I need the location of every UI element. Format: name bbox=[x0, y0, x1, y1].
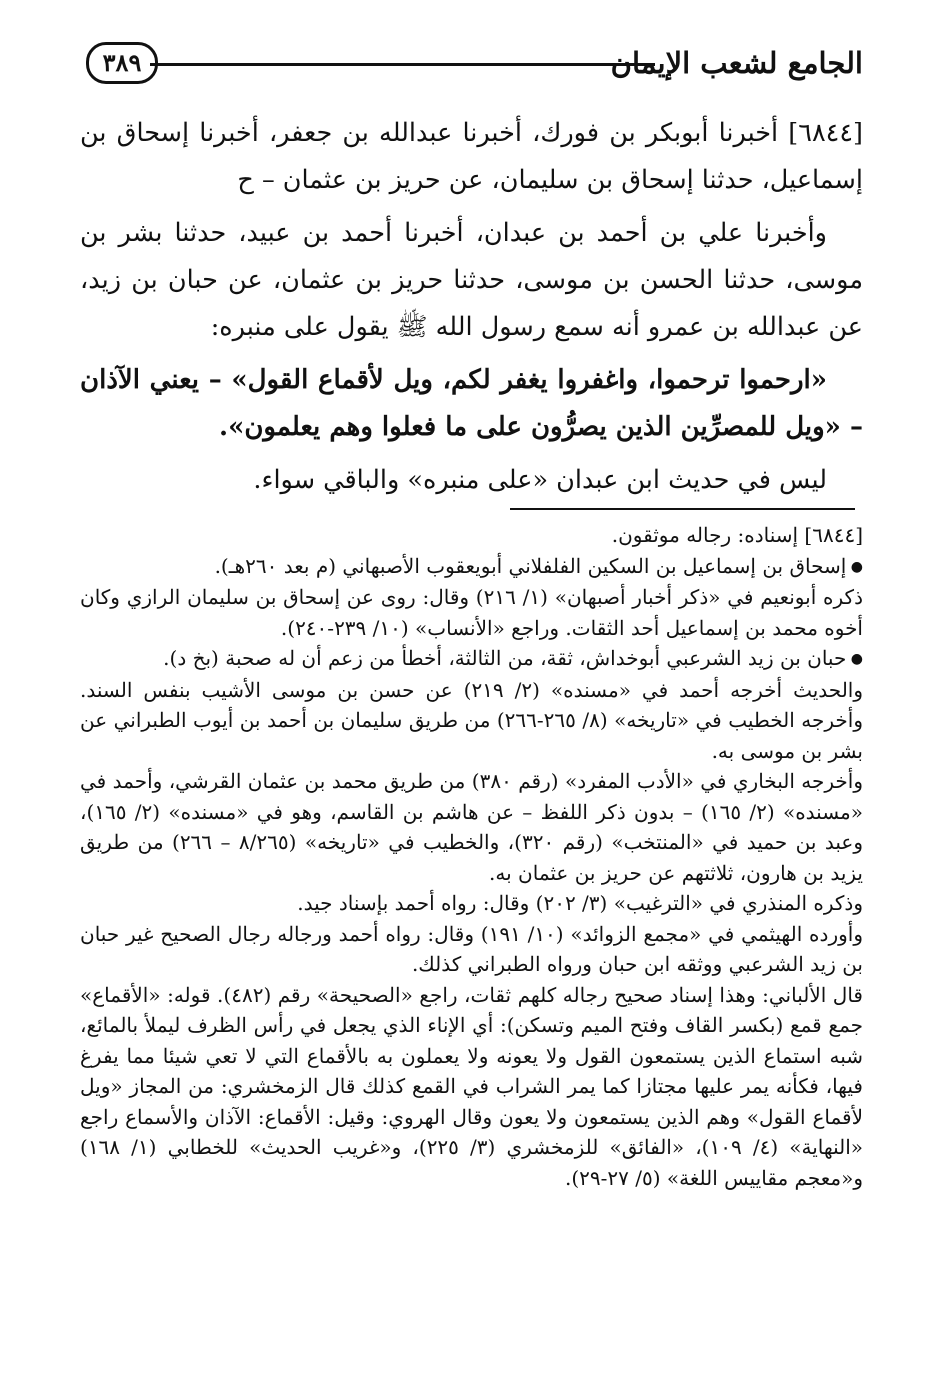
footnote-paragraph: وذكره المنذري في «الترغيب» (٣/ ٢٠٢) وقال: رواه أحمد بإسناد جيد. bbox=[297, 891, 863, 915]
footnote-paragraph: وأخرجه البخاري في «الأدب المفرد» (رقم ٣٨٠) من طريق محمد بن عثمان القرشي، وأحمد في «مسنده» (٢/ ١٦٥) – بدون ذكر اللفظ – عن هاشم بن القاسم، وهو في «مسنده» (٢/ ١٦٥)، وعبد بن حميد في «المنتخب» (رقم ٣٢٠)، والخطيب في «تاريخه» (٨/٢٦٥ – ٢٦٦) من طريق يزيد بن هارون، ثلاثتهم عن حريز بن عثمان به. bbox=[80, 769, 864, 885]
footnote-bullet: ● إسحاق بن إسماعيل بن السكين الفلفلاني أبويعقوب الأصبهاني (م بعد ٢٦٠هـ). bbox=[80, 551, 863, 583]
footnote-paragraph: [٦٨٤٤] إسناده: رجاله موثقون. bbox=[611, 523, 863, 547]
footnote-divider bbox=[510, 508, 855, 510]
footnote-paragraph: والحديث أخرجه أحمد في «مسنده» (٢/ ٢١٩) عن حسن بن موسى الأشيب بنفس السند. وأخرجه الخطيب في «تاريخه» (٨/ ٢٦٥-٢٦٦) من طريق سليمان بن أحمد بن أيوب الطبراني عن بشر بن موسى به. bbox=[80, 677, 863, 763]
page-number: ٣٨٩ bbox=[86, 42, 158, 84]
hadith-remark: ليس في حديث ابن عبدان «على منبره» والباقي سواء. bbox=[253, 465, 827, 495]
hadith-chain-2: وأخبرنا علي بن أحمد بن عبدان، أخبرنا أحمد بن عبيد، حدثنا بشر بن موسى، حدثنا الحسن بن موسى، حدثنا حريز بن عثمان، عن حبان بن زيد، عن عبدالله بن عمرو أنه سمع رسول الله ﷺ يقول على منبره: bbox=[80, 218, 863, 342]
footnote-paragraph: وأورده الهيثمي في «مجمع الزوائد» (١٠/ ١٩١) وقال: رواه أحمد ورجاله رجال الصحيح غير حبان بن زيد الشرعبي ووثقه ابن حبان ورواه الطبراني كذلك. bbox=[80, 921, 863, 976]
footnotes bbox=[80, 520, 863, 1193]
footnote-paragraph: ذكره أبونعيم في «ذكر أخبار أصبهان» (١/ ٢١٦) وقال: روى عن إسحاق بن سليمان الرازي وكان أخوه محمد بن إسماعيل أحد الثقات. وراجع «الأنساب» (١٠/ ٢٣٩-٢٤٠). bbox=[80, 585, 863, 640]
book-title: الجامع لشعب الإيمان bbox=[610, 46, 863, 80]
footnote-bullet: ● حبان بن زيد الشرعبي أبوخداش، ثقة، من الثالثة، أخطأ من زعم أن له صحبة (بخ د). bbox=[80, 643, 863, 675]
header-rule bbox=[150, 63, 655, 66]
hadith-text: «ارحموا ترحموا، واغفروا يغفر لكم، ويل لأقماع القول» – يعني الآذان – «ويل للمصرِّين الذين يصرُّون على ما فعلوا وهم يعلمون». bbox=[80, 365, 863, 442]
footnote-paragraph: قال الألباني: وهذا إسناد صحيح رجاله كلهم ثقات، راجع «الصحيحة» رقم (٤٨٢). قوله: «الأقماع» جمع قمع (بكسر القاف وفتح الميم وتسكن): أي الإناء الذي يجعل في رأس الظرف ليملأ بالمائع، شبه استماع الذين يستمعون القول ولا يعونه ولا يعملون به بالأقماع التي لا تعي شيئا مما يفرغ فيها، فكأنه يمر عليها مجتازا كما يمر الشراب في القمع كذلك قال الزمخشري: من المجاز «ويل لأقماع القول» وهم الذين يستمعون ولا يعون وقال الهروي: وقيل: الأقماع: الآذان والأسماع راجع «النهاية» (٤/ ١٠٩)، «الفائق» للزمخشري (٣/ ٢٢٥)، و«غريب الحديث» للخطابي (١/ ١٦٨) و«معجم مقاييس اللغة» (٥/ ٢٧-٢٩). bbox=[80, 982, 864, 1190]
hadith-chain-1: [٦٨٤٤] أخبرنا أبوبكر بن فورك، أخبرنا عبدالله بن جعفر، أخبرنا إسحاق بن إسماعيل، حدثنا إسحاق بن سليمان، عن حريز بن عثمان – ح bbox=[80, 118, 863, 195]
running-header bbox=[86, 40, 863, 86]
main-text bbox=[80, 110, 863, 510]
